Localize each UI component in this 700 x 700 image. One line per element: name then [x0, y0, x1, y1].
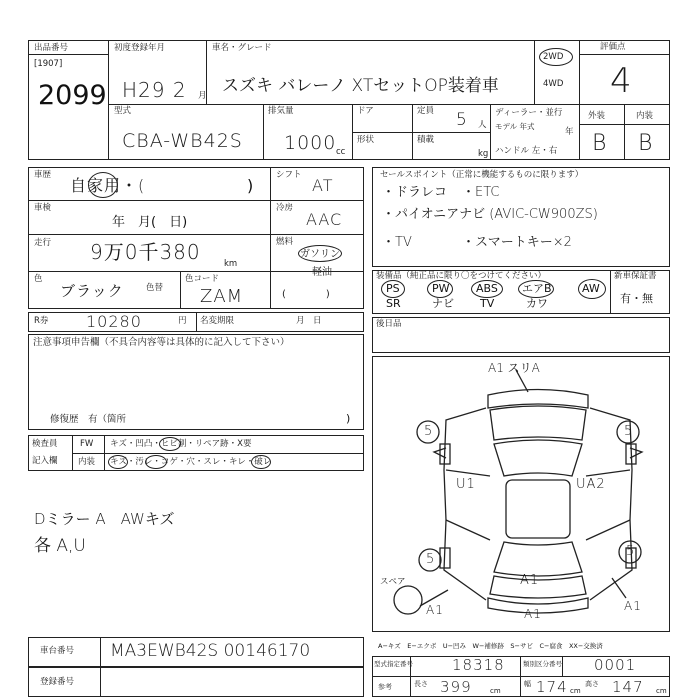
fuel-light-oil: 軽油	[312, 267, 332, 278]
color-code-value: ZAM	[200, 286, 244, 307]
equip-airbag: エアB	[522, 282, 552, 295]
equip-leather: カワ	[526, 297, 548, 310]
shift-label: シフト	[276, 170, 302, 180]
model-name-label: 車名・グレード	[212, 43, 272, 53]
diagram-right-door: UA2	[576, 477, 606, 492]
length-label: 長さ	[414, 680, 428, 688]
fuel-label: 燃料	[276, 237, 294, 247]
handle-label: ハンドル 左・右	[495, 146, 558, 156]
equip-tv: TV	[480, 297, 495, 310]
model-type-label: 型式	[114, 106, 132, 116]
fw-items: キズ・凹凸・ヒビ割・リペア跡・X要	[110, 439, 252, 449]
displacement-value: 1000	[284, 132, 337, 154]
equip-navi: ナビ	[432, 297, 454, 310]
interior-items: キズ・汚レ・コゲ・穴・スレ・キレ・破レ	[110, 457, 272, 467]
history-label: 車歴	[34, 170, 52, 180]
capacity-unit: 人	[478, 120, 487, 130]
diagram-left-door: U1	[456, 477, 476, 492]
grade-value: 4	[610, 61, 633, 101]
rear-window	[494, 542, 582, 576]
notes-title: 注意事項申告欄（不具合内容等は具体的に記入して下さい）	[33, 337, 290, 348]
history-value: 自家用・(	[70, 176, 146, 195]
chassis-label: 車台番号	[40, 646, 75, 656]
model-name-value: スズキ バレーノ XTセットOP装着車	[222, 76, 499, 96]
diagram-right-bottom: A1	[624, 599, 642, 613]
ref-label: 参考	[378, 683, 392, 691]
width-unit: cm	[570, 687, 581, 695]
tire-value-rl: 5	[426, 552, 436, 567]
year-mark: 年	[565, 127, 574, 137]
sales-line1-b: ・ETC	[462, 185, 500, 200]
warranty-value: 有・無	[620, 292, 653, 305]
inspection-label: 車検	[34, 203, 52, 213]
reg-label: 登録番号	[40, 677, 75, 687]
grade-label: 評価点	[600, 42, 626, 52]
load-label: 積載	[417, 135, 435, 145]
exterior-label: 外装	[588, 111, 606, 121]
repair-label: 修復歴 有（箇所	[50, 414, 127, 425]
sales-line2: ・パイオニアナビ (AVIC-CW900ZS)	[382, 207, 598, 222]
sales-points-title: セールスポイント（正常に機能するものに限ります）	[380, 170, 584, 180]
equip-abs: ABS	[476, 282, 498, 295]
name-change-label: 名変期限	[200, 316, 235, 326]
repair-close: )	[346, 412, 351, 425]
roof	[506, 480, 570, 538]
mileage-unit: km	[224, 259, 238, 269]
inspection-value: 年 月( 日)	[112, 215, 188, 230]
interior-check-label: 内装	[78, 457, 96, 467]
load-unit: kg	[478, 149, 489, 159]
history-close-paren: )	[247, 176, 254, 195]
tire-circle-spare	[394, 586, 422, 614]
first-reg-label: 初度登録年月	[114, 43, 166, 53]
model-type-value: CBA-WB42S	[122, 130, 243, 152]
fw-label: FW	[80, 439, 94, 449]
diagram-bottom-mark: A1	[524, 607, 542, 621]
sales-line1-a: ・ドラレコ	[382, 185, 448, 200]
equip-pw: PW	[432, 282, 450, 295]
color-change-label: 色替	[146, 283, 164, 293]
lot-sub: [1907]	[34, 59, 63, 69]
name-change-value: 月 日	[296, 316, 322, 326]
doors-label: ドア	[357, 106, 374, 116]
category-value: 0001	[594, 656, 637, 674]
interior-value: B	[638, 131, 654, 156]
pointer-right	[612, 578, 626, 598]
month-mark: 月	[198, 91, 207, 101]
width-label: 幅	[524, 680, 531, 688]
spare-label: スペア	[380, 577, 406, 587]
color-value: ブラック	[60, 282, 124, 300]
recycle-label: R券	[34, 316, 49, 326]
capacity-value: 5	[456, 110, 468, 130]
recycle-value: 10280	[86, 312, 142, 331]
sales-line3-a: ・TV	[382, 235, 412, 250]
color-code-label: 色コード	[185, 274, 220, 284]
lot-number: 2099	[38, 80, 107, 111]
sales-line3-b: ・スマートキー×2	[462, 235, 572, 250]
equip-sr: SR	[386, 297, 401, 310]
mileage-value: 9万0千380	[90, 240, 201, 264]
type-cert-label: 型式指定番号	[374, 660, 413, 668]
category-label: 類別区分番号	[523, 660, 562, 668]
left-side-body	[444, 408, 486, 600]
warranty-label: 新車保証書	[614, 271, 657, 281]
length-unit: cm	[490, 687, 501, 695]
equipment-title: 装備品（純正品に限り〇をつけてください）	[376, 271, 547, 281]
mileage-label: 走行	[34, 238, 52, 248]
fuel-paren: ( )	[282, 289, 330, 300]
first-reg-value: H29 2	[122, 78, 187, 102]
ac-value: AAC	[306, 210, 343, 229]
model-year-label: モデル 年式	[495, 122, 535, 131]
damage-legend: A−キズ E−エクボ U−凹み W−補修跡 S−サビ C−腐食 XX−交換済	[378, 642, 603, 650]
chassis-value: MA3EWB42S 00146170	[110, 641, 311, 661]
diagram-top-mark: A1 スリA	[488, 361, 540, 375]
handwritten-note2: 各 A,U	[34, 536, 86, 556]
capacity-label: 定員	[417, 106, 435, 116]
ac-label: 冷房	[276, 203, 294, 213]
interior-label: 内装	[636, 111, 654, 121]
drive-4wd: 4WD	[543, 79, 564, 89]
diagram-rear-mark: A1	[520, 573, 540, 588]
diagram-left-bottom: A1	[426, 603, 444, 617]
tire-value-fl: 5	[424, 424, 434, 439]
displacement-label: 排気量	[268, 106, 294, 116]
hood	[490, 406, 586, 440]
length-value: 399	[440, 678, 472, 696]
height-value: 147	[612, 678, 644, 696]
type-cert-value: 18318	[452, 656, 505, 674]
displacement-unit: cc	[336, 147, 346, 157]
post-label: 後日品	[376, 319, 402, 329]
tire-value-rr: 5	[626, 544, 636, 559]
color-label: 色	[34, 274, 43, 284]
drive-2wd: 2WD	[543, 52, 564, 62]
fuel-gasoline: ガソリン	[300, 249, 340, 260]
recycle-unit: 円	[178, 316, 187, 326]
height-label: 高さ	[585, 680, 599, 688]
width-value: 174	[536, 678, 568, 696]
shift-value: AT	[312, 176, 334, 195]
entry-label: 記入欄	[32, 456, 58, 466]
shape-label: 形状	[357, 135, 375, 145]
exterior-value: B	[592, 131, 608, 156]
equip-ps: PS	[386, 282, 400, 295]
tire-value-fr: 5	[624, 424, 634, 439]
inspector-label: 検査員	[32, 439, 58, 449]
dealer-label: ディーラー・並行	[495, 108, 563, 118]
lot-label: 出品番号	[34, 43, 69, 53]
handwritten-note1: Dミラー A AWキズ	[34, 510, 175, 528]
equip-aw: AW	[582, 282, 600, 295]
registration-row	[28, 667, 364, 697]
windshield	[494, 440, 582, 476]
front-bumper	[488, 390, 588, 409]
height-unit: cm	[656, 687, 667, 695]
